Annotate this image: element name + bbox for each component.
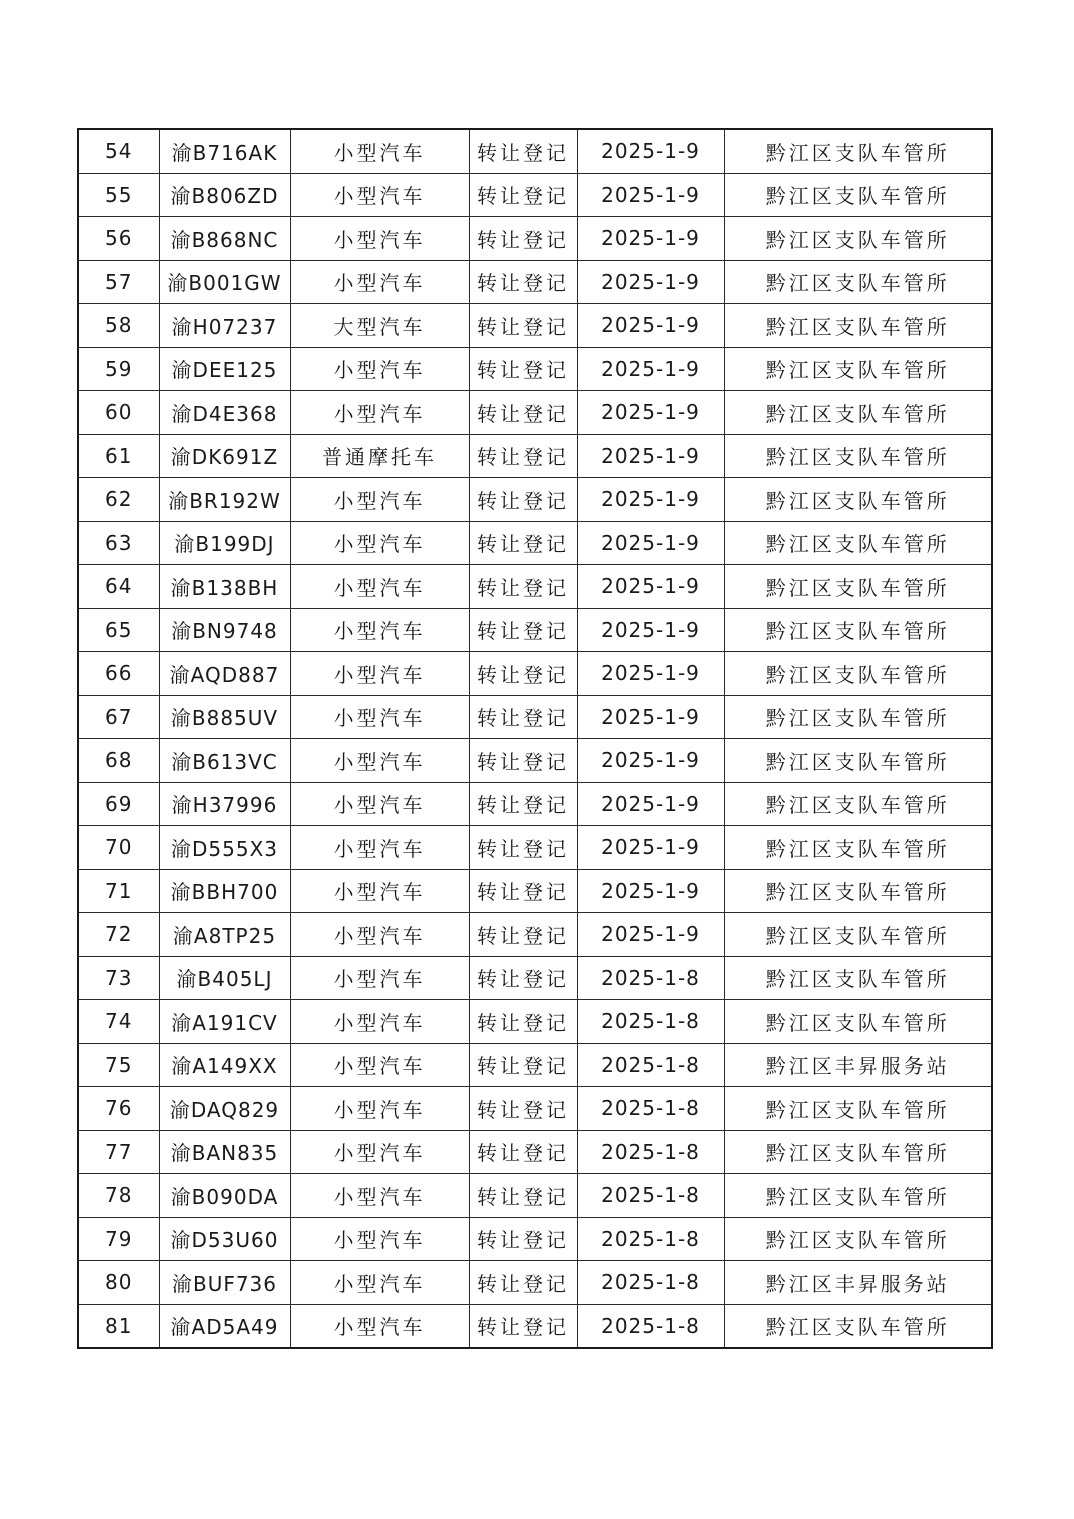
plate-number-cell: 渝B138BH bbox=[159, 565, 290, 609]
date-cell: 2025-1-9 bbox=[577, 652, 724, 696]
plate-number-cell: 渝AQD887 bbox=[159, 652, 290, 696]
business-type-cell: 转让登记 bbox=[469, 565, 577, 609]
vehicle-type-cell: 小型汽车 bbox=[290, 347, 469, 391]
row-number-cell: 56 bbox=[78, 217, 159, 261]
date-cell: 2025-1-8 bbox=[577, 1130, 724, 1174]
table-row bbox=[78, 913, 992, 957]
plate-number-cell: 渝D4E368 bbox=[159, 391, 290, 435]
row-number-cell: 81 bbox=[78, 1304, 159, 1348]
office-cell: 黔江区支队车管所 bbox=[724, 782, 992, 826]
plate-number-cell: 渝AD5A49 bbox=[159, 1304, 290, 1348]
vehicle-type-cell: 小型汽车 bbox=[290, 1304, 469, 1348]
date-cell: 2025-1-8 bbox=[577, 956, 724, 1000]
office-cell: 黔江区丰昇服务站 bbox=[724, 1261, 992, 1305]
office-cell: 黔江区支队车管所 bbox=[724, 652, 992, 696]
plate-number-cell: 渝B716AK bbox=[159, 129, 290, 173]
business-type-cell: 转让登记 bbox=[469, 260, 577, 304]
table-row bbox=[78, 1043, 992, 1087]
business-type-cell: 转让登记 bbox=[469, 695, 577, 739]
business-type-cell: 转让登记 bbox=[469, 652, 577, 696]
plate-number-cell: 渝D53U60 bbox=[159, 1217, 290, 1261]
plate-number-cell: 渝BR192W bbox=[159, 478, 290, 522]
vehicle-type-cell: 小型汽车 bbox=[290, 1000, 469, 1044]
vehicle-type-cell: 小型汽车 bbox=[290, 652, 469, 696]
row-number-cell: 65 bbox=[78, 608, 159, 652]
row-number-cell: 79 bbox=[78, 1217, 159, 1261]
business-type-cell: 转让登记 bbox=[469, 826, 577, 870]
table-row bbox=[78, 782, 992, 826]
vehicle-type-cell: 小型汽车 bbox=[290, 1087, 469, 1131]
plate-number-cell: 渝BBH700 bbox=[159, 869, 290, 913]
plate-number-cell: 渝B405LJ bbox=[159, 956, 290, 1000]
date-cell: 2025-1-9 bbox=[577, 521, 724, 565]
row-number-cell: 67 bbox=[78, 695, 159, 739]
date-cell: 2025-1-9 bbox=[577, 782, 724, 826]
office-cell: 黔江区支队车管所 bbox=[724, 1217, 992, 1261]
vehicle-type-cell: 小型汽车 bbox=[290, 260, 469, 304]
vehicle-registration-table bbox=[77, 128, 993, 1349]
row-number-cell: 57 bbox=[78, 260, 159, 304]
table-row bbox=[78, 434, 992, 478]
plate-number-cell: 渝H07237 bbox=[159, 304, 290, 348]
business-type-cell: 转让登记 bbox=[469, 521, 577, 565]
vehicle-type-cell: 小型汽车 bbox=[290, 608, 469, 652]
table-row bbox=[78, 304, 992, 348]
date-cell: 2025-1-9 bbox=[577, 260, 724, 304]
business-type-cell: 转让登记 bbox=[469, 173, 577, 217]
date-cell: 2025-1-9 bbox=[577, 217, 724, 261]
vehicle-type-cell: 小型汽车 bbox=[290, 1217, 469, 1261]
date-cell: 2025-1-9 bbox=[577, 434, 724, 478]
row-number-cell: 76 bbox=[78, 1087, 159, 1131]
date-cell: 2025-1-9 bbox=[577, 304, 724, 348]
business-type-cell: 转让登记 bbox=[469, 391, 577, 435]
plate-number-cell: 渝B868NC bbox=[159, 217, 290, 261]
table-row bbox=[78, 1087, 992, 1131]
date-cell: 2025-1-9 bbox=[577, 869, 724, 913]
row-number-cell: 61 bbox=[78, 434, 159, 478]
date-cell: 2025-1-9 bbox=[577, 826, 724, 870]
table-row bbox=[78, 173, 992, 217]
plate-number-cell: 渝A191CV bbox=[159, 1000, 290, 1044]
business-type-cell: 转让登记 bbox=[469, 1304, 577, 1348]
vehicle-type-cell: 小型汽车 bbox=[290, 173, 469, 217]
office-cell: 黔江区支队车管所 bbox=[724, 695, 992, 739]
table-row bbox=[78, 1000, 992, 1044]
date-cell: 2025-1-8 bbox=[577, 1000, 724, 1044]
plate-number-cell: 渝B090DA bbox=[159, 1174, 290, 1218]
table-row bbox=[78, 217, 992, 261]
office-cell: 黔江区丰昇服务站 bbox=[724, 1043, 992, 1087]
row-number-cell: 78 bbox=[78, 1174, 159, 1218]
office-cell: 黔江区支队车管所 bbox=[724, 217, 992, 261]
office-cell: 黔江区支队车管所 bbox=[724, 956, 992, 1000]
office-cell: 黔江区支队车管所 bbox=[724, 869, 992, 913]
date-cell: 2025-1-8 bbox=[577, 1261, 724, 1305]
vehicle-type-cell: 普通摩托车 bbox=[290, 434, 469, 478]
business-type-cell: 转让登记 bbox=[469, 434, 577, 478]
business-type-cell: 转让登记 bbox=[469, 1087, 577, 1131]
row-number-cell: 59 bbox=[78, 347, 159, 391]
business-type-cell: 转让登记 bbox=[469, 913, 577, 957]
table-row bbox=[78, 347, 992, 391]
vehicle-type-cell: 小型汽车 bbox=[290, 217, 469, 261]
vehicle-type-cell: 大型汽车 bbox=[290, 304, 469, 348]
table-row bbox=[78, 391, 992, 435]
row-number-cell: 70 bbox=[78, 826, 159, 870]
row-number-cell: 55 bbox=[78, 173, 159, 217]
date-cell: 2025-1-8 bbox=[577, 1304, 724, 1348]
plate-number-cell: 渝BN9748 bbox=[159, 608, 290, 652]
date-cell: 2025-1-9 bbox=[577, 478, 724, 522]
vehicle-type-cell: 小型汽车 bbox=[290, 1043, 469, 1087]
date-cell: 2025-1-9 bbox=[577, 913, 724, 957]
office-cell: 黔江区支队车管所 bbox=[724, 1000, 992, 1044]
office-cell: 黔江区支队车管所 bbox=[724, 565, 992, 609]
vehicle-type-cell: 小型汽车 bbox=[290, 1261, 469, 1305]
plate-number-cell: 渝DK691Z bbox=[159, 434, 290, 478]
row-number-cell: 68 bbox=[78, 739, 159, 783]
business-type-cell: 转让登记 bbox=[469, 304, 577, 348]
business-type-cell: 转让登记 bbox=[469, 1043, 577, 1087]
vehicle-type-cell: 小型汽车 bbox=[290, 739, 469, 783]
date-cell: 2025-1-9 bbox=[577, 565, 724, 609]
office-cell: 黔江区支队车管所 bbox=[724, 434, 992, 478]
date-cell: 2025-1-9 bbox=[577, 695, 724, 739]
business-type-cell: 转让登记 bbox=[469, 217, 577, 261]
plate-number-cell: 渝A8TP25 bbox=[159, 913, 290, 957]
business-type-cell: 转让登记 bbox=[469, 1261, 577, 1305]
office-cell: 黔江区支队车管所 bbox=[724, 129, 992, 173]
vehicle-type-cell: 小型汽车 bbox=[290, 521, 469, 565]
business-type-cell: 转让登记 bbox=[469, 739, 577, 783]
table-row bbox=[78, 1261, 992, 1305]
plate-number-cell: 渝BUF736 bbox=[159, 1261, 290, 1305]
office-cell: 黔江区支队车管所 bbox=[724, 739, 992, 783]
business-type-cell: 转让登记 bbox=[469, 782, 577, 826]
row-number-cell: 58 bbox=[78, 304, 159, 348]
table-row bbox=[78, 608, 992, 652]
plate-number-cell: 渝B806ZD bbox=[159, 173, 290, 217]
table-row bbox=[78, 652, 992, 696]
table-row bbox=[78, 739, 992, 783]
vehicle-type-cell: 小型汽车 bbox=[290, 1130, 469, 1174]
date-cell: 2025-1-9 bbox=[577, 739, 724, 783]
table-body bbox=[78, 129, 992, 1348]
vehicle-type-cell: 小型汽车 bbox=[290, 869, 469, 913]
row-number-cell: 75 bbox=[78, 1043, 159, 1087]
vehicle-type-cell: 小型汽车 bbox=[290, 826, 469, 870]
plate-number-cell: 渝B001GW bbox=[159, 260, 290, 304]
row-number-cell: 80 bbox=[78, 1261, 159, 1305]
date-cell: 2025-1-9 bbox=[577, 173, 724, 217]
row-number-cell: 73 bbox=[78, 956, 159, 1000]
date-cell: 2025-1-9 bbox=[577, 129, 724, 173]
row-number-cell: 69 bbox=[78, 782, 159, 826]
plate-number-cell: 渝B613VC bbox=[159, 739, 290, 783]
office-cell: 黔江区支队车管所 bbox=[724, 521, 992, 565]
business-type-cell: 转让登记 bbox=[469, 608, 577, 652]
row-number-cell: 54 bbox=[78, 129, 159, 173]
date-cell: 2025-1-8 bbox=[577, 1174, 724, 1218]
plate-number-cell: 渝DAQ829 bbox=[159, 1087, 290, 1131]
vehicle-type-cell: 小型汽车 bbox=[290, 956, 469, 1000]
office-cell: 黔江区支队车管所 bbox=[724, 1174, 992, 1218]
vehicle-type-cell: 小型汽车 bbox=[290, 478, 469, 522]
vehicle-type-cell: 小型汽车 bbox=[290, 565, 469, 609]
table-row bbox=[78, 1174, 992, 1218]
business-type-cell: 转让登记 bbox=[469, 1000, 577, 1044]
vehicle-type-cell: 小型汽车 bbox=[290, 391, 469, 435]
business-type-cell: 转让登记 bbox=[469, 129, 577, 173]
table-row bbox=[78, 956, 992, 1000]
row-number-cell: 77 bbox=[78, 1130, 159, 1174]
business-type-cell: 转让登记 bbox=[469, 347, 577, 391]
business-type-cell: 转让登记 bbox=[469, 1217, 577, 1261]
business-type-cell: 转让登记 bbox=[469, 1130, 577, 1174]
vehicle-type-cell: 小型汽车 bbox=[290, 129, 469, 173]
plate-number-cell: 渝A149XX bbox=[159, 1043, 290, 1087]
table-row bbox=[78, 478, 992, 522]
row-number-cell: 66 bbox=[78, 652, 159, 696]
row-number-cell: 71 bbox=[78, 869, 159, 913]
table-row bbox=[78, 695, 992, 739]
business-type-cell: 转让登记 bbox=[469, 478, 577, 522]
table-row bbox=[78, 521, 992, 565]
table-row bbox=[78, 1217, 992, 1261]
plate-number-cell: 渝B885UV bbox=[159, 695, 290, 739]
table-row bbox=[78, 260, 992, 304]
plate-number-cell: 渝D555X3 bbox=[159, 826, 290, 870]
office-cell: 黔江区支队车管所 bbox=[724, 608, 992, 652]
office-cell: 黔江区支队车管所 bbox=[724, 391, 992, 435]
date-cell: 2025-1-9 bbox=[577, 608, 724, 652]
date-cell: 2025-1-8 bbox=[577, 1217, 724, 1261]
office-cell: 黔江区支队车管所 bbox=[724, 347, 992, 391]
date-cell: 2025-1-8 bbox=[577, 1043, 724, 1087]
table-row bbox=[78, 1130, 992, 1174]
table-row bbox=[78, 129, 992, 173]
office-cell: 黔江区支队车管所 bbox=[724, 1087, 992, 1131]
row-number-cell: 64 bbox=[78, 565, 159, 609]
table-row bbox=[78, 565, 992, 609]
plate-number-cell: 渝BAN835 bbox=[159, 1130, 290, 1174]
vehicle-type-cell: 小型汽车 bbox=[290, 1174, 469, 1218]
office-cell: 黔江区支队车管所 bbox=[724, 260, 992, 304]
vehicle-type-cell: 小型汽车 bbox=[290, 913, 469, 957]
office-cell: 黔江区支队车管所 bbox=[724, 173, 992, 217]
office-cell: 黔江区支队车管所 bbox=[724, 478, 992, 522]
office-cell: 黔江区支队车管所 bbox=[724, 1304, 992, 1348]
date-cell: 2025-1-9 bbox=[577, 391, 724, 435]
date-cell: 2025-1-9 bbox=[577, 347, 724, 391]
business-type-cell: 转让登记 bbox=[469, 869, 577, 913]
row-number-cell: 62 bbox=[78, 478, 159, 522]
row-number-cell: 60 bbox=[78, 391, 159, 435]
plate-number-cell: 渝H37996 bbox=[159, 782, 290, 826]
table-row bbox=[78, 826, 992, 870]
row-number-cell: 63 bbox=[78, 521, 159, 565]
office-cell: 黔江区支队车管所 bbox=[724, 913, 992, 957]
business-type-cell: 转让登记 bbox=[469, 956, 577, 1000]
office-cell: 黔江区支队车管所 bbox=[724, 826, 992, 870]
table-row bbox=[78, 1304, 992, 1348]
date-cell: 2025-1-8 bbox=[577, 1087, 724, 1131]
table-row bbox=[78, 869, 992, 913]
plate-number-cell: 渝B199DJ bbox=[159, 521, 290, 565]
vehicle-type-cell: 小型汽车 bbox=[290, 695, 469, 739]
office-cell: 黔江区支队车管所 bbox=[724, 1130, 992, 1174]
row-number-cell: 72 bbox=[78, 913, 159, 957]
row-number-cell: 74 bbox=[78, 1000, 159, 1044]
business-type-cell: 转让登记 bbox=[469, 1174, 577, 1218]
office-cell: 黔江区支队车管所 bbox=[724, 304, 992, 348]
plate-number-cell: 渝DEE125 bbox=[159, 347, 290, 391]
vehicle-type-cell: 小型汽车 bbox=[290, 782, 469, 826]
